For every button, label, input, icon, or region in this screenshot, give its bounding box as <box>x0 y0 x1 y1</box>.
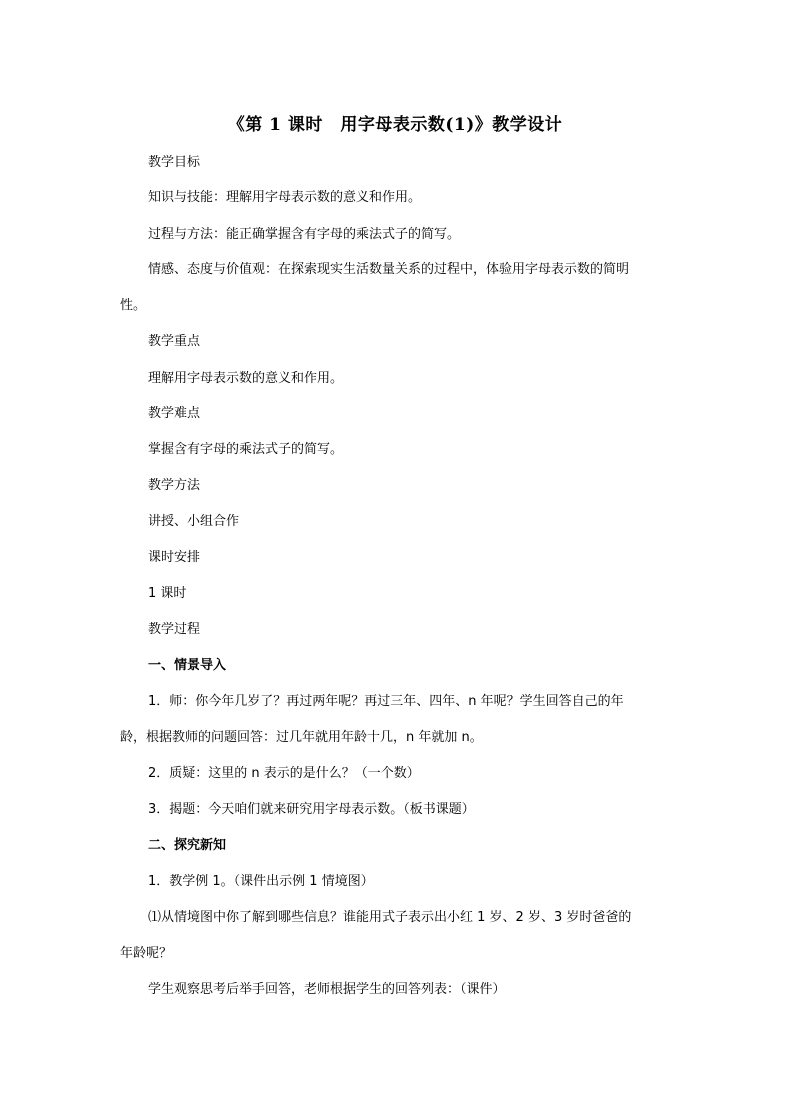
student-answer-note: 学生观察思考后举手回答，老师根据学生的回答列表：（课件） <box>148 982 506 997</box>
paragraph-difficult-point: 掌握含有字母的乘法式子的简写。 <box>148 442 344 457</box>
question-1: ⑴从情境图中你了解到哪些信息？谁能用式子表示出小红 1 岁、2 岁、3 岁时爸爸的 <box>148 910 632 925</box>
paragraph-process-method: 过程与方法：能正确掌握含有字母的乘法式子的简写。 <box>148 227 461 242</box>
heading-class-schedule: 课时安排 <box>148 550 201 565</box>
step-2: 2．质疑：这里的 n 表示的是什么？（一个数） <box>148 766 420 781</box>
step-1-cont: 龄，根据教师的问题回答：过几年就用年龄十几，n 年就加 n。 <box>120 730 483 745</box>
document-title: 《第 1 课时 用字母表示数(1)》教学设计 <box>227 115 563 135</box>
step-3: 3．揭题：今天咱们就来研究用字母表示数。（板书课题） <box>148 802 475 817</box>
section-heading-intro: 一、情景导入 <box>148 658 227 673</box>
section-heading-explore: 二、探究新知 <box>148 838 227 853</box>
question-1-cont: 年龄呢？ <box>120 946 173 961</box>
paragraph-teaching-method: 讲授、小组合作 <box>148 514 240 529</box>
paragraph-class-schedule: 1 课时 <box>148 586 187 601</box>
heading-teaching-method: 教学方法 <box>148 478 201 493</box>
paragraph-emotion-attitude-cont: 性。 <box>120 298 147 313</box>
paragraph-key-point: 理解用字母表示数的意义和作用。 <box>148 371 344 386</box>
heading-teaching-process: 教学过程 <box>148 622 201 637</box>
step-1: 1．师：你今年几岁了？再过两年呢？再过三年、四年、n 年呢？学生回答自己的年 <box>148 694 624 709</box>
heading-teaching-objectives: 教学目标 <box>148 155 201 170</box>
example-1: 1．教学例 1。（课件出示例 1 情境图） <box>148 874 374 889</box>
paragraph-knowledge-skills: 知识与技能：理解用字母表示数的意义和作用。 <box>148 190 422 205</box>
heading-difficult-point: 教学难点 <box>148 406 201 421</box>
paragraph-emotion-attitude: 情感、态度与价值观：在探索现实生活数量关系的过程中，体验用字母表示数的简明 <box>148 262 630 277</box>
heading-key-point: 教学重点 <box>148 334 201 349</box>
